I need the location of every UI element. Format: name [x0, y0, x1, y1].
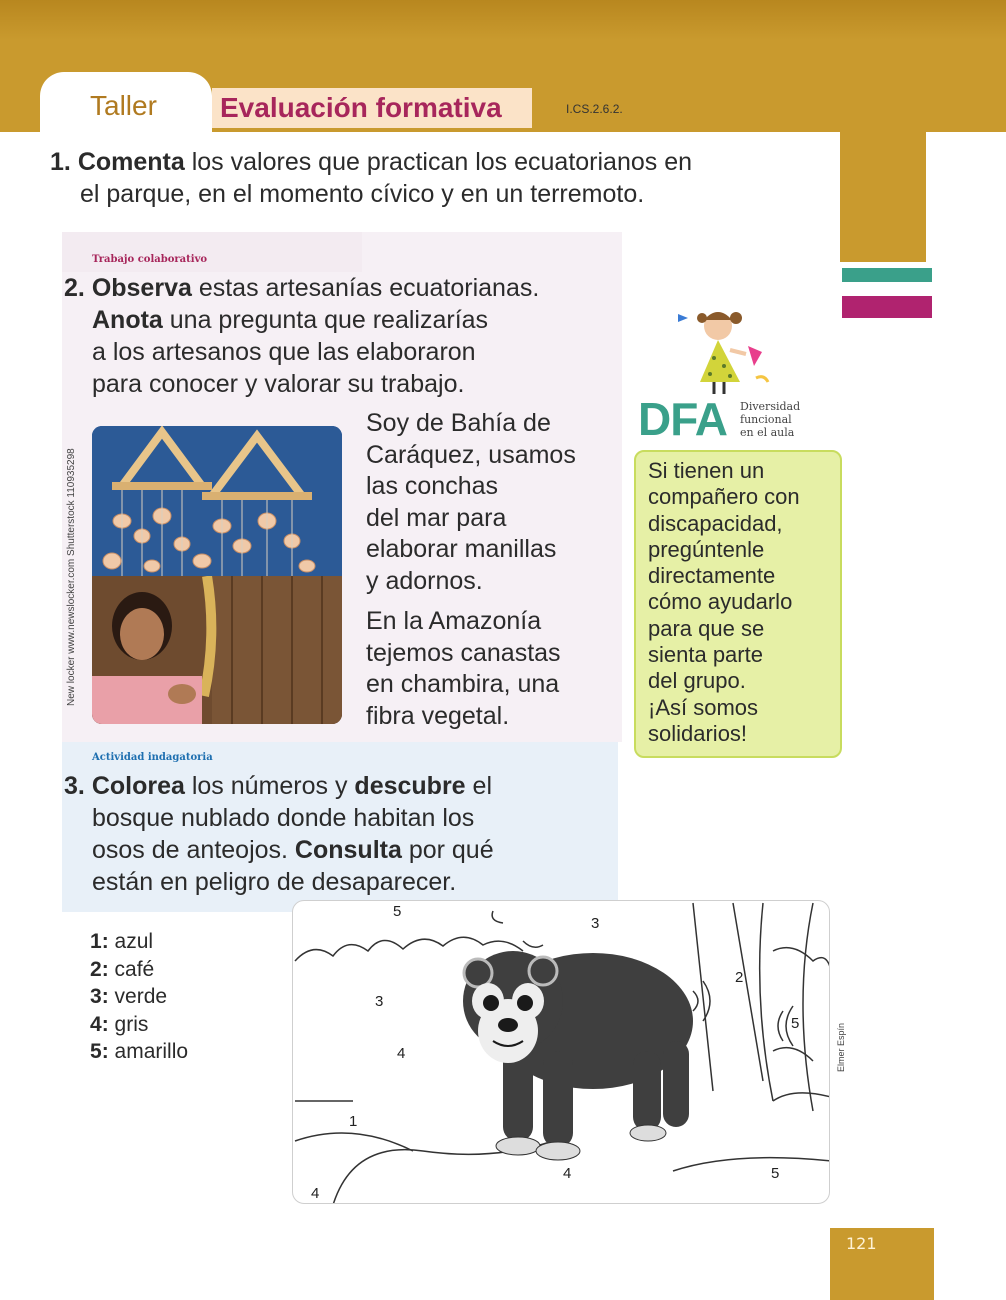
artisan1-line: Soy de Bahía de	[366, 409, 551, 437]
dfa-note-line: del grupo.	[648, 668, 746, 694]
q3-text-1: los números y	[184, 772, 355, 800]
dfa-note	[634, 450, 842, 758]
q3-text-4: osos de anteojos.	[92, 836, 295, 864]
stripe-teal	[842, 268, 932, 282]
drawing-number: 1	[349, 1113, 358, 1130]
q2-tag: Trabajo colaborativo	[92, 254, 208, 265]
tab-evaluacion-label: Evaluación formativa	[220, 92, 502, 123]
legend-color: gris	[114, 1012, 149, 1036]
dfa-sub-line: en el aula	[740, 426, 795, 439]
q3-verb2: descubre	[354, 772, 466, 800]
q2-text-2: una pregunta que realizarías	[162, 306, 489, 334]
legend-item: 3: verde	[90, 985, 168, 1008]
legend-item: 1: azul	[90, 930, 154, 953]
dfa-note-line: compañero con	[648, 484, 800, 510]
q3-text-2: el	[465, 772, 492, 800]
q3-verb3: Consulta	[294, 836, 402, 864]
q2-text-1: estas artesanías ecuatorianas.	[191, 274, 540, 302]
legend-color: azul	[114, 930, 154, 953]
weaver-photo	[92, 576, 342, 724]
q1-text-line1: los valores que practican los ecuatorianos en	[184, 148, 693, 176]
drawing-number: 5	[791, 1015, 800, 1032]
dfa-note-line: solidarios!	[648, 720, 748, 746]
shell-chimes-photo	[92, 426, 342, 576]
q3-number: 3.	[64, 772, 85, 800]
tab-taller-label: Taller	[90, 90, 157, 121]
page-number: 121	[846, 1234, 877, 1253]
artisan-text-2	[366, 606, 616, 732]
stripe-magenta	[842, 296, 932, 318]
drawing-number: 4	[397, 1045, 406, 1062]
legend-color: amarillo	[114, 1040, 189, 1063]
photo-credit: New locker www.newslocker.com Shutterstock 110935298	[66, 448, 77, 706]
artisan2-line: en chambira, una	[366, 670, 560, 698]
dfa-subtitle	[740, 400, 800, 439]
artisan1-line: y adornos.	[366, 566, 483, 595]
dfa-title: DFA	[638, 393, 727, 445]
q3-text-3: bosque nublado donde habitan los	[92, 804, 475, 832]
legend-item: 4: gris	[90, 1012, 149, 1036]
legend-num: 5	[90, 1040, 102, 1063]
question-3	[64, 770, 624, 898]
q2-text-3: a los artesanos que las elaboraron	[92, 338, 476, 366]
legend-item: 2: café	[90, 957, 155, 981]
legend-num: 4	[90, 1012, 102, 1036]
dfa-note-line: ¡Así somos	[648, 694, 759, 720]
legend-num: 2	[90, 957, 102, 981]
bear	[463, 951, 693, 1160]
dfa-note-line: pregúntenle	[648, 536, 765, 562]
drawing-number: 2	[735, 969, 744, 986]
artisan1-line: elaborar manillas	[366, 535, 557, 563]
artisan1-line: las conchas	[366, 472, 499, 500]
illustrator-credit: Elmer Espín	[836, 1022, 846, 1072]
legend-num: 1	[90, 930, 102, 953]
crafts-photo	[92, 426, 342, 724]
dfa-note-line: cómo ayudarlo	[648, 589, 793, 615]
curriculum-code: I.CS.2.6.2.	[566, 102, 623, 116]
q2-box-top	[62, 232, 362, 272]
q3-verb1: Colorea	[91, 772, 185, 800]
artisan1-line: del mar para	[366, 503, 507, 532]
artisan2-line: En la Amazonía	[366, 607, 542, 635]
drawing-number: 3	[591, 915, 600, 932]
artisan2-line: tejemos canastas	[366, 638, 561, 667]
legend-item: 5: amarillo	[90, 1040, 189, 1063]
q2-number: 2.	[64, 274, 85, 302]
dfa-note-line: directamente	[648, 563, 776, 589]
coloring-drawing	[292, 900, 830, 1204]
legend-color: café	[114, 957, 155, 981]
tab-taller	[40, 72, 212, 136]
q2-verb1: Observa	[91, 274, 192, 302]
stripe-white	[842, 284, 932, 294]
color-legend	[90, 928, 188, 1066]
dfa-note-line: sienta parte	[648, 642, 763, 668]
q1-text-line2: el parque, en el momento cívico y en un terremoto.	[80, 180, 645, 208]
dfa-sub-line: Diversidad	[740, 400, 801, 413]
girl-illustration	[670, 300, 780, 400]
drawing-number: 3	[375, 993, 384, 1010]
q1-number: 1.	[50, 148, 71, 176]
dfa-note-line: para que se	[648, 615, 765, 641]
q2-text-4: para conocer y valorar su trabajo.	[92, 370, 465, 398]
dfa-note-line: discapacidad,	[648, 510, 783, 536]
q2-verb2: Anota	[92, 306, 163, 334]
tab-evaluacion	[212, 88, 532, 128]
q3-tag: Actividad indagatoria	[92, 752, 213, 763]
q3-text-6: están en peligro de desaparecer.	[92, 868, 457, 896]
q3-text-5: por qué	[401, 836, 494, 864]
dfa-sub-line: funcional	[740, 413, 792, 426]
artisan1-line: Caráquez, usamos	[366, 440, 576, 469]
legend-num: 3	[90, 985, 102, 1008]
drawing-number: 5	[771, 1165, 780, 1182]
legend-color: verde	[114, 985, 168, 1008]
dfa-note-line: Si tienen un	[648, 458, 765, 483]
question-1	[50, 146, 810, 210]
artisan-text-1	[366, 408, 616, 597]
drawing-number: 5	[393, 903, 402, 920]
drawing-number: 4	[311, 1185, 320, 1202]
page-edge	[926, 132, 1006, 1300]
top-band-shade	[0, 0, 1006, 40]
drawing-number: 4	[563, 1165, 572, 1182]
q1-verb: Comenta	[77, 148, 185, 176]
artisan2-line: fibra vegetal.	[366, 701, 510, 730]
question-2	[64, 272, 624, 400]
